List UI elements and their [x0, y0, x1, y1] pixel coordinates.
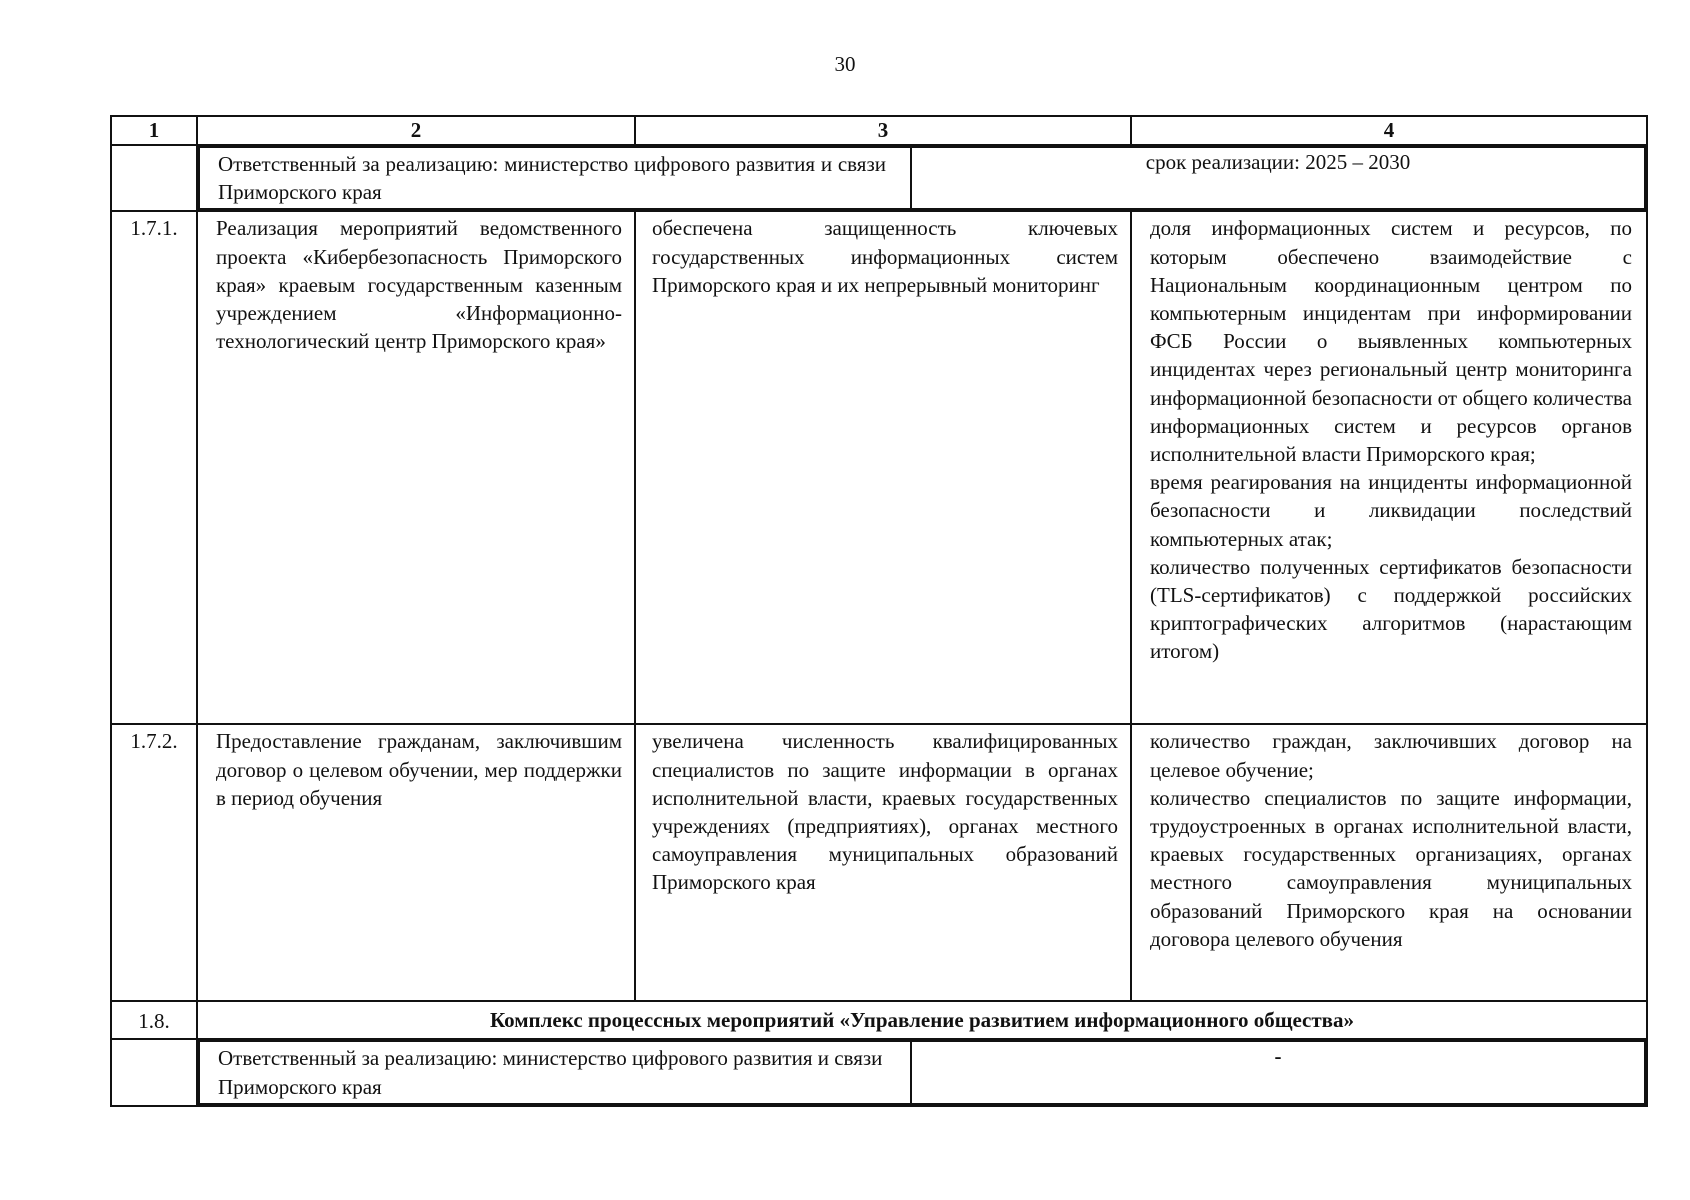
responsible-text: Ответственный за реализацию: министерство цифрового развития и связи Приморского края [199, 147, 911, 209]
indicator-text: время реагирования на инциденты информационной безопасности и ликвидации последствий компьютерных атак; [1150, 470, 1632, 551]
empty-num-cell [111, 1039, 197, 1105]
row-number: 1.7.1. [111, 211, 197, 724]
task-cell: Предоставление гражданам, заключившим договор о целевом обучении, мер поддержки в период обучения [197, 724, 635, 1001]
complex-number: 1.8. [111, 1001, 197, 1039]
task-cell: Реализация мероприятий ведомственного проекта «Кибербезопасность Приморского края» краевым государственным казенным учреждением «Информационно-технологический центр Приморского края» [197, 211, 635, 724]
effect-cell: обеспечена защищенность ключевых государственных информационных систем Приморского края и их непрерывный мониторинг [635, 211, 1131, 724]
indicator-text: количество специалистов по защите информации, трудоустроенных в органах исполнительной власти, краевых государственных организациях, органах местного самоуправления муниципальных образований Приморского края на основании договора целевого обучения [1150, 785, 1632, 951]
indicator-text: количество полученных сертификатов безопасности (TLS-сертификатов) с поддержкой российских криптографических алгоритмов (нарастающим итогом) [1150, 554, 1632, 664]
effect-cell: увеличена численность квалифицированных специалистов по защите информации в органах исполнительной власти, краевых государственных учреждениях (предприятиях), органах местного самоуправления муниципальных образований Приморского края [635, 724, 1131, 1001]
term-text: срок реализации: 2025 – 2030 [911, 147, 1645, 209]
term-text: - [911, 1041, 1645, 1103]
indicator-text: количество граждан, заключивших договор на целевое обучение; [1150, 729, 1632, 782]
indicator-text: доля информационных систем и ресурсов, по которым обеспечено взаимодействие с Национальным координационным центром по компьютерным инцидентам при информировании ФСБ России о выявленных компьютерных инцидентах через региональный центр мониторинга информационной безопасности от общего количества информационных систем и ресурсов органов исполнительной власти Приморского края; [1150, 216, 1632, 467]
responsible-row [111, 145, 1647, 211]
row-number: 1.7.2. [111, 724, 197, 1001]
table-row [111, 724, 1647, 1001]
header-col-4: 4 [1131, 116, 1647, 145]
complex-row [111, 1001, 1647, 1039]
responsible-row [111, 1039, 1647, 1105]
header-col-2: 2 [197, 116, 635, 145]
responsible-text: Ответственный за реализацию: министерство цифрового развития и связи Приморского края [199, 1041, 911, 1103]
complex-title: Комплекс процессных мероприятий «Управление развитием информационного общества» [197, 1001, 1647, 1039]
empty-num-cell [111, 145, 197, 211]
plan-table [110, 115, 1648, 1107]
header-col-1: 1 [111, 116, 197, 145]
header-row [111, 116, 1647, 145]
indicators-cell [1131, 211, 1647, 724]
indicators-cell [1131, 724, 1647, 1001]
table-row [111, 211, 1647, 724]
header-col-3: 3 [635, 116, 1131, 145]
page-number: 30 [834, 52, 856, 76]
